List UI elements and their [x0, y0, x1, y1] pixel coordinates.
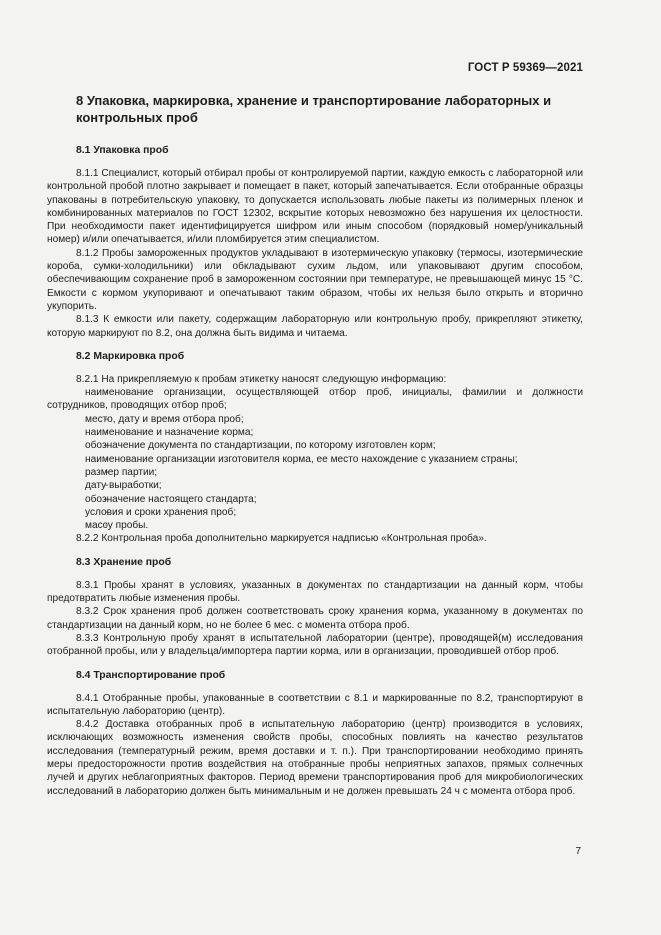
- paragraph: 8.4.2 Доставка отобранных проб в испытательную лабораторию (центр) производится в условиях, исключающих возможность изменения свойств пробы, способных повлиять на качество результатов исследования (температурный режим, время доставки и т. п.). При транспортировании необходимо принять меры предосторожности против воздействия на отобранные пробы неприятных запахов, прямых солнечных лучей и других неблагоприятных факторов. Период времени транспортирования проб для микробиологических исследований в лабораторию должен быть минимальным и не должен превышать 24 ч с момента отбора проб.: [47, 719, 583, 797]
- section-8-3: [47, 556, 583, 659]
- list-item: - наименование и назначение корма;: [47, 426, 583, 439]
- section-title: 8.3 Хранение проб: [76, 556, 172, 568]
- section-8-2: [47, 350, 583, 546]
- label-info-list: [47, 386, 583, 532]
- paragraph: 8.3.3 Контрольную пробу хранят в испытательной лаборатории (центре), проводящей(м) исследования отобранной пробы, или у владельца/импортера партии корма, или в организации, проводившей отбор проб.: [47, 632, 583, 658]
- list-item: - размер партии;: [47, 466, 583, 479]
- paragraph: 8.3.1 Пробы хранят в условиях, указанных в документах по стандартизации на данный корм, чтобы предотвратить любые изменения пробы.: [47, 579, 583, 605]
- paragraph: 8.1.1 Специалист, который отбирал пробы от контролируемой партии, каждую емкость с лабораторной или контрольной пробой плотно закрывает и помещает в пакет, который запечатывается. Если отобранные образцы упакованы в потребительскую упаковку, то допускается использовать любые пакеты из полимерных пленок и комбинированных материалов по ГОСТ 12302, вскрытие которых невозможно без нарушения их целостности. При необходимости пакет идентифицируется шифром или иным способом (порядковый номер/уникальный номер) и/или опечатывается, и/или пломбируется этим специалистом.: [47, 168, 583, 246]
- paragraph: 8.4.1 Отобранные пробы, упакованные в соответствии с 8.1 и маркированные по 8.2, транспортируют в испытательную лабораторию (центр).: [47, 692, 583, 717]
- section-title: 8.2 Маркировка проб: [76, 350, 185, 362]
- paragraph: 8.2.1 На прикрепляемую к пробам этикетку наносят следующую информацию:: [76, 373, 447, 385]
- list-item: - наименование организации изготовителя корма, ее место нахождение с указанием страны;: [47, 453, 583, 466]
- list-item: - дату выработки;: [47, 479, 583, 492]
- paragraph: 8.2.2 Контрольная проба дополнительно маркируется надписью «Контрольная проба».: [76, 533, 487, 545]
- section-8-4: [47, 669, 583, 798]
- page-number: 7: [575, 846, 581, 857]
- section-title: 8.4 Транспортирование проб: [76, 669, 226, 681]
- list-item: - обозначение настоящего стандарта;: [47, 493, 583, 506]
- list-item: - массу пробы.: [47, 519, 583, 532]
- list-item: - наименование организации, осуществляющей отбор проб, инициалы, фамилии и должности сотрудников, проводящих отбор проб;: [47, 386, 583, 413]
- paragraph: 8.3.2 Срок хранения проб должен соответствовать сроку хранения корма, указанному в документах по стандартизации на данный корм, но не более 6 мес. с момента отбора проб.: [47, 606, 583, 631]
- standard-code: ГОСТ Р 59369—2021: [467, 62, 583, 74]
- section-title: 8.1 Упаковка проб: [76, 145, 169, 156]
- section-8-1: [47, 144, 583, 340]
- paragraph: 8.1.2 Пробы замороженных продуктов укладывают в изотермическую упаковку (термосы, изотермические короба, сумки-холодильники) или обкладывают сухим льдом, или упаковывают другим способом, обеспечивающим сохранение проб в замороженном состоянии при температуре, не превышающей минус 15 °С. Емкости с кормом укупоривают и опечатывают таким образом, чтобы их нельзя было открыть и вторично укупорить.: [47, 247, 583, 312]
- list-item: - место, дату и время отбора проб;: [47, 413, 583, 426]
- list-item: - условия и сроки хранения проб;: [47, 506, 583, 519]
- chapter-title: 8 Упаковка, маркировка, хранение и транспортирование лабораторных и контрольных проб: [76, 93, 552, 125]
- page-content: [47, 93, 583, 798]
- list-item: - обозначение документа по стандартизации, по которому изготовлен корм;: [47, 439, 583, 452]
- paragraph: 8.1.3 К емкости или пакету, содержащим лабораторную или контрольную пробу, прикрепляют этикетку, которую маркируют по 8.2, она должна быть видима и читаема.: [47, 314, 583, 339]
